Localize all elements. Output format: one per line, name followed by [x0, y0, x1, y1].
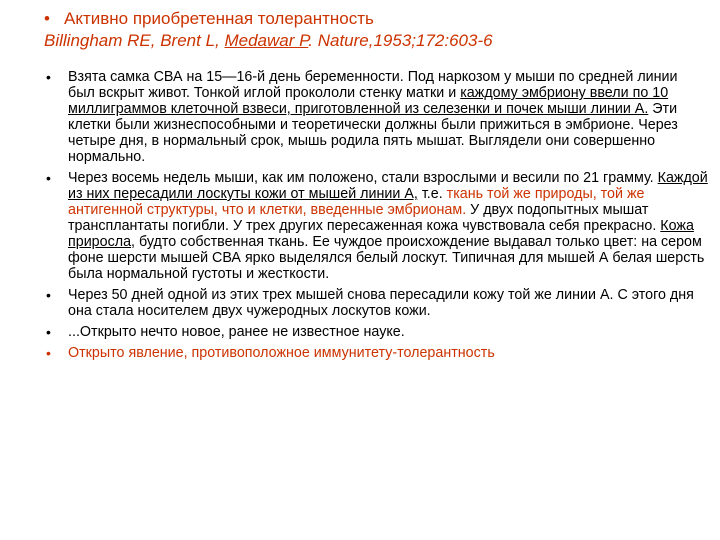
- item-text-highlighted: ткань той же природы, той же антигенной структуры, что и клетки, введенные эмбрионам.: [68, 186, 645, 218]
- bullet-list: [44, 69, 708, 366]
- item-text: Эти клетки были жизнеспособными и теоретически должны были прижиться в эмбрионе. Через четыре дня, в нормальный срок, мышь родила пять мышат. Выглядели они совершенно нормально.: [68, 101, 678, 165]
- citation-journal: . Nature,1953;172:603-6: [308, 31, 493, 50]
- citation: [44, 31, 704, 51]
- list-item: [44, 287, 708, 319]
- citation-authors: Billingham RE, Brent L,: [44, 31, 225, 50]
- bullet-dot: •: [46, 170, 51, 186]
- list-item: [44, 170, 708, 282]
- list-item: [44, 324, 708, 340]
- item-text-highlighted: Открыто явление, противоположное иммунитету-толерантность: [68, 345, 495, 361]
- item-text-underlined: каждому эмбриону ввели по 10 миллиграммов клеточной взвеси, приготовленной из селезенки и почек мыши линии А.: [68, 85, 669, 117]
- slide-heading: [44, 8, 704, 30]
- item-text: ...Открыто нечто новое, ранее не известное науке.: [68, 324, 405, 340]
- heading-bullet: •: [44, 9, 50, 28]
- item-text: т.е.: [417, 186, 447, 202]
- item-text: Взята самка СВА на 15—16-й день беременности. Под наркозом у мыши по средней линии был вскрыт живот. Тонкой иглой прокололи стенку матки и: [68, 69, 678, 101]
- item-text: Через восемь недель мыши, как им положено, стали взрослыми и весили по 21 грамму.: [68, 170, 658, 186]
- bullet-dot: •: [46, 324, 51, 340]
- item-text: У двух подопытных мышат трансплантаты погибли. У трех других пересаженная кожа чувствовала себя прекрасно.: [68, 202, 661, 234]
- citation-author-link: Medawar P: [224, 31, 309, 50]
- item-text: , будто собственная ткань. Ее чуждое происхождение выдавал только цвет: на сером фоне шерсти мышей СВА ярко выделялся белый лоскут. Типичная для мышей А белая шерсть была нормальной густоты и жесткости.: [68, 234, 705, 282]
- item-text-underlined: Кожа приросла: [68, 218, 694, 250]
- item-text-underlined: Каждой из них пересадили лоскуты кожи от мышей линии А,: [68, 170, 708, 202]
- list-item-conclusion: [44, 345, 708, 361]
- heading-text: Активно приобретенная толерантность: [64, 9, 374, 28]
- list-item: [44, 69, 708, 165]
- bullet-dot: •: [46, 345, 51, 361]
- bullet-dot: •: [46, 69, 51, 85]
- bullet-dot: •: [46, 287, 51, 303]
- item-text: Через 50 дней одной из этих трех мышей снова пересадили кожу той же линии А. С этого дня она стала носителем двух чужеродных лоскутов кожи.: [68, 287, 694, 319]
